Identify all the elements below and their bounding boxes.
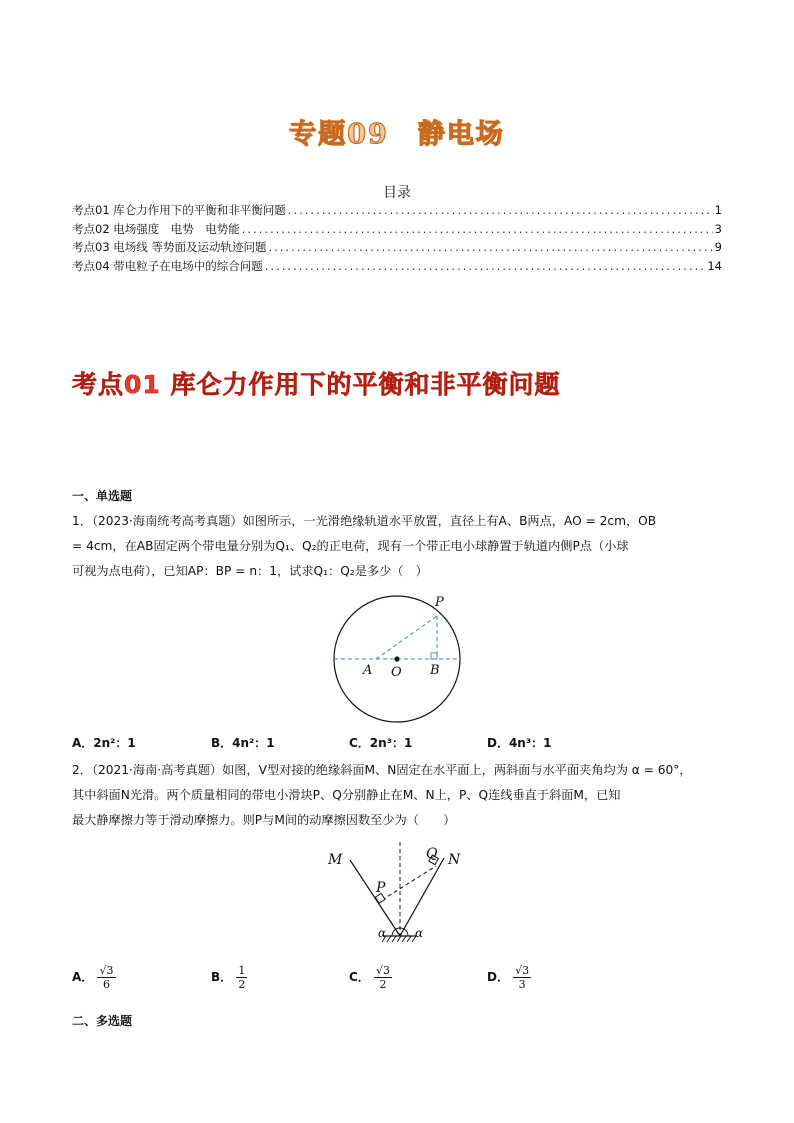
toc-item[interactable] (72, 221, 722, 240)
fraction-numerator: √3 (376, 964, 391, 977)
q2-option-b[interactable] (211, 964, 247, 991)
toc-item-label: 考点03 电场线 等势面及运动轨迹问题 (72, 240, 267, 254)
fraction-denominator: 3 (518, 978, 526, 991)
label-alpha-right: α (415, 926, 424, 940)
fraction-numerator: √3 (99, 964, 114, 977)
toc-item-label: 考点04 带电粒子在电场中的综合问题 (72, 258, 263, 273)
question-line: 最大静摩擦力等于滑动摩擦力。则P与M间的动摩擦因数至少为（ ） (72, 813, 456, 827)
option-fraction (374, 964, 392, 991)
toc-item-page: 14 (707, 258, 722, 273)
question-line: 2．（2021·海南·高考真题）如图，V型对接的绝缘斜面M、N固定在水平面上，两斜面与水平面夹角均为 α = 60°， (72, 763, 692, 777)
label-m: M (328, 852, 343, 868)
q2-option-a[interactable] (72, 964, 116, 991)
toc-heading: 目录 (383, 185, 411, 201)
option-letter: D． (487, 970, 509, 984)
label-p: P (435, 595, 444, 610)
toc-leader (242, 222, 713, 236)
incline-m (350, 860, 400, 936)
q1-option-c[interactable]: C．2n³：1 (349, 736, 413, 750)
right-angle-mark (431, 653, 437, 659)
ground-hatch (382, 936, 416, 942)
toc-item-page: 3 (714, 221, 722, 236)
q2-incline-figure (320, 838, 480, 950)
table-of-contents (72, 202, 722, 276)
fraction-denominator: 2 (238, 978, 246, 991)
option-fraction (97, 964, 115, 991)
question-line: 可视为点电荷），已知AP：BP = n：1，试求Q₁：Q₂是多少（ ） (72, 564, 428, 578)
q1-option-d[interactable]: D．4n³：1 (487, 736, 552, 750)
question-line: 1．（2023·海南统考高考真题）如图所示，一光滑绝缘轨道水平放置，直径上有A、B两点，AO = 2cm，OB (72, 514, 657, 528)
pq-line (382, 866, 436, 900)
section-heading: 考点01 库仑力作用下的平衡和非平衡问题 (72, 370, 561, 399)
toc-item-label: 考点01 库仑力作用下的平衡和非平衡问题 (72, 203, 286, 217)
q1-option-a[interactable]: A．2n²：1 (72, 736, 136, 750)
fraction-numerator: √3 (515, 964, 530, 977)
center-dot (394, 656, 399, 661)
question-line: = 4cm，在AB固定两个带电量分别为Q₁、Q₂的正电荷，现有一个带正电小球静置于轨道内侧P点（小球 (72, 539, 629, 553)
q2-option-c[interactable] (349, 964, 392, 991)
label-b: B (430, 663, 440, 678)
toc-item[interactable] (72, 239, 722, 258)
subsection-multiple-choice: 二、多选题 (72, 1014, 133, 1028)
document-title: 专题09 静电场 (289, 119, 505, 150)
option-letter: A． (72, 970, 94, 984)
toc-leader (288, 203, 713, 217)
toc-leader (265, 259, 706, 273)
option-fraction (513, 964, 531, 991)
q2-option-d[interactable] (487, 964, 531, 991)
toc-item-page: 1 (714, 203, 722, 217)
question-2 (72, 758, 732, 833)
label-n: N (448, 852, 461, 868)
label-a: A (363, 663, 373, 678)
label-alpha-left: α (378, 926, 387, 940)
fraction-denominator: 6 (102, 978, 110, 991)
incline-n (400, 858, 444, 936)
option-letter: C． (349, 970, 370, 984)
q1-option-b[interactable]: B．4n²：1 (211, 736, 275, 750)
q1-circle-figure (325, 590, 475, 725)
toc-item[interactable] (72, 258, 722, 277)
label-q: Q (426, 846, 438, 862)
ap-line (376, 616, 437, 659)
toc-item-label: 考点02 电场强度 电势 电势能 (72, 221, 240, 236)
subsection-single-choice: 一、单选题 (72, 489, 133, 503)
question-1 (72, 509, 732, 584)
fraction-denominator: 2 (379, 978, 387, 991)
toc-item[interactable] (72, 202, 722, 221)
label-p: P (376, 880, 386, 896)
fraction-numerator: 1 (238, 964, 246, 977)
question-line: 其中斜面N光滑。两个质量相同的带电小滑块P、Q分别静止在M、N上，P、Q连线垂直于斜面M，已知 (72, 788, 621, 802)
toc-leader (268, 240, 712, 254)
toc-item-page: 9 (714, 240, 722, 254)
option-letter: B． (211, 970, 233, 984)
option-fraction (236, 964, 247, 991)
label-o: O (391, 665, 402, 680)
